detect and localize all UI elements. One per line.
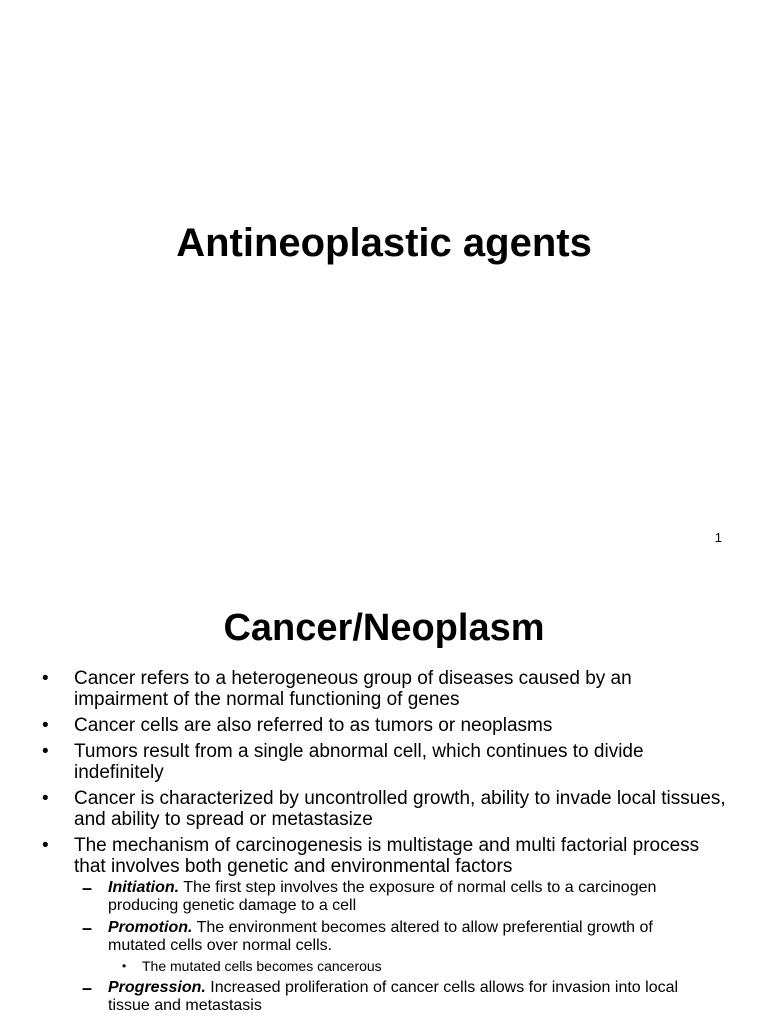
list-item xyxy=(0,788,768,830)
sub-list xyxy=(108,958,688,975)
bullet-list xyxy=(0,668,768,1015)
slide-title: Antineoplastic agents xyxy=(176,221,592,265)
slide-content xyxy=(0,668,768,1020)
slide-title: Cancer/Neoplasm xyxy=(223,607,545,649)
bullet-icon: • xyxy=(42,788,49,809)
list-item xyxy=(0,741,768,783)
stage-term: Initiation. xyxy=(108,879,180,896)
stage-item-progression xyxy=(0,979,728,1015)
bullet-icon: • xyxy=(42,715,49,736)
list-item xyxy=(0,715,768,736)
bullet-icon: • xyxy=(122,959,127,973)
list-item-text: Cancer is characterized by uncontrolled growth, ability to invade local tissues, and ability to spread or metastasize xyxy=(74,788,726,830)
stage-term: Progression. xyxy=(108,979,206,996)
page-number: 1 xyxy=(714,530,722,545)
slide-2 xyxy=(0,558,768,1024)
sub-list-item-text: The mutated cells becomes cancerous xyxy=(142,958,382,974)
list-item-text: Cancer refers to a heterogeneous group of diseases caused by an impairment of the normal functioning of genes xyxy=(74,668,632,710)
bullet-icon: • xyxy=(42,835,49,856)
stage-item-promotion xyxy=(0,919,728,975)
list-item-text: Tumors result from a single abnormal cell, which continues to divide indefinitely xyxy=(74,741,644,783)
dash-icon: – xyxy=(82,918,93,938)
list-item-text: Cancer cells are also referred to as tumors or neoplasms xyxy=(74,715,553,736)
list-item xyxy=(0,668,768,710)
stage-item-initiation xyxy=(0,879,728,915)
dash-icon: – xyxy=(82,978,93,998)
sub-list-item xyxy=(0,958,688,975)
list-item-text: The mechanism of carcinogenesis is multistage and multi factorial process that involves both genetic and environmental factors xyxy=(74,835,700,877)
list-item xyxy=(0,835,768,1015)
stage-text: The environment becomes altered to allow preferential growth of mutated cells over normal cells. xyxy=(108,919,653,954)
stage-term: Promotion. xyxy=(108,919,193,936)
stage-text: The first step involves the exposure of normal cells to a carcinogen producing genetic damage to a cell xyxy=(108,879,657,914)
stage-text: Increased proliferation of cancer cells allows for invasion into local tissue and metastasis xyxy=(108,979,679,1014)
stage-list xyxy=(74,879,728,1015)
dash-icon: – xyxy=(82,878,93,898)
bullet-icon: • xyxy=(42,668,49,689)
bullet-icon: • xyxy=(42,741,49,762)
